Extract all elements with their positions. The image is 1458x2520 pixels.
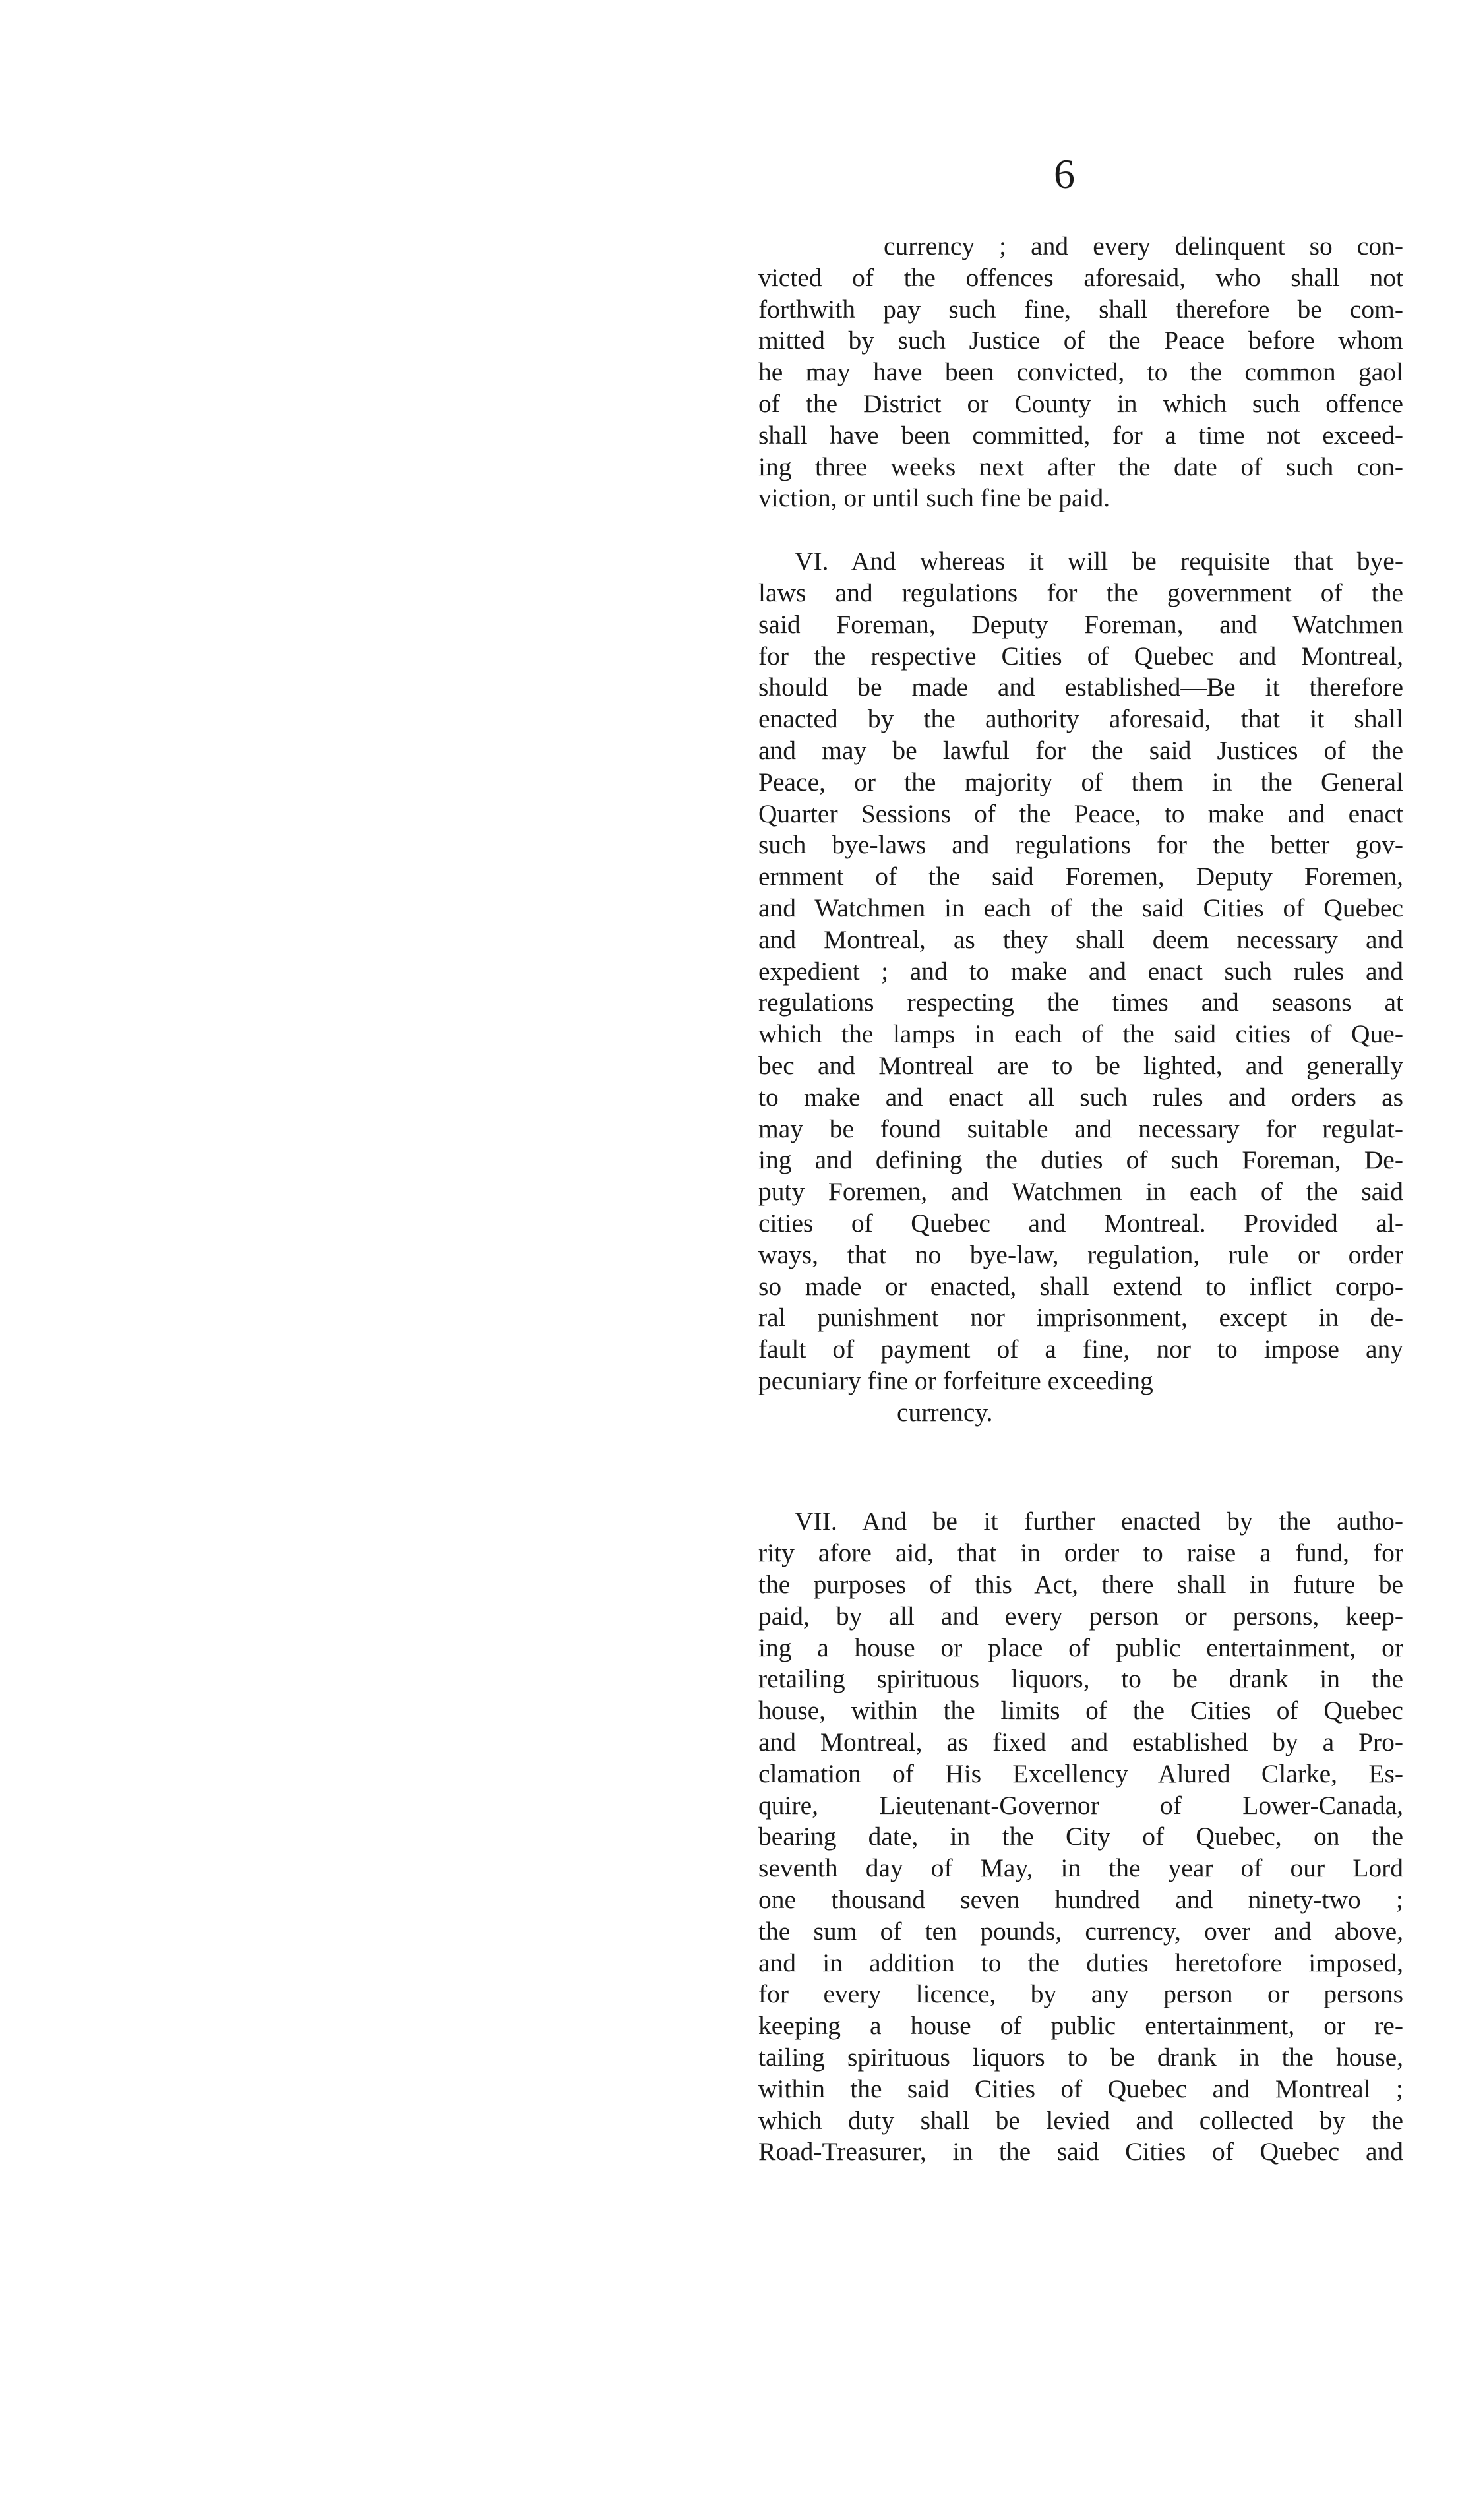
paragraph-spacer (758, 514, 1403, 546)
text-line-tail: currency. (897, 1397, 993, 1427)
text-line: paid, by all and every person or persons, keep- (758, 1601, 1403, 1631)
text-line: quire, Lieutenant-Governor of Lower-Canada, (758, 1790, 1403, 1820)
section-vi-heading-line: VI. And whereas it will be requisite that bye- (795, 547, 1403, 576)
text-line: should be made and established—Be it therefore (758, 673, 1403, 702)
text-line: the purposes of this Act, there shall in future be (758, 1570, 1403, 1600)
text-column (758, 231, 1403, 2168)
text-line: the sum of ten pounds, currency, over and above, (758, 1916, 1403, 1946)
text-line: within the said Cities of Quebec and Montreal ; (758, 2074, 1403, 2103)
text-line: ernment of the said Foremen, Deputy Foremen, (758, 862, 1403, 891)
text-line: cities of Quebec and Montreal. Provided al- (758, 1208, 1403, 1238)
text-line: fault of payment of a fine, nor to impose any (758, 1335, 1403, 1364)
text-line: to make and enact all such rules and orders as (758, 1082, 1403, 1112)
text-line: such bye-laws and regulations for the better gov- (758, 830, 1403, 860)
text-line: currency ; and every delinquent so con- (884, 231, 1403, 260)
paragraph-fine-conviction (758, 231, 1403, 514)
text-line: so made or enacted, shall extend to inflict corpo- (758, 1271, 1403, 1301)
text-line: keeping a house of public entertainment, or re- (758, 2011, 1403, 2041)
text-line: clamation of His Excellency Alured Clarke, Es- (758, 1758, 1403, 1788)
text-line: forthwith pay such fine, shall therefore be com- (758, 294, 1403, 324)
text-line: he may have been convicted, to the common gaol (758, 357, 1403, 387)
text-line: pecuniary fine or forfeiture exceeding (758, 1365, 1153, 1395)
text-line: viction, or until such fine be paid. (758, 483, 1110, 513)
text-line: one thousand seven hundred and ninety-two ; (758, 1885, 1403, 1915)
text-line: bec and Montreal are to be lighted, and generally (758, 1050, 1403, 1080)
text-line: Peace, or the majority of them in the General (758, 767, 1403, 796)
text-line: and Montreal, as they shall deem necessary and (758, 924, 1403, 954)
text-line: bearing date, in the City of Quebec, on the (758, 1822, 1403, 1851)
text-line: Quarter Sessions of the Peace, to make and enact (758, 798, 1403, 828)
text-line: ral punishment nor imprisonment, except in de- (758, 1303, 1403, 1333)
paragraph-spacer (758, 1428, 1403, 1506)
section-vii-heading-line: VII. And be it further enacted by the autho- (795, 1507, 1403, 1536)
text-line: and may be lawful for the said Justices of the (758, 735, 1403, 765)
text-line: laws and regulations for the government of the (758, 578, 1403, 607)
text-line: said Foreman, Deputy Foreman, and Watchmen (758, 609, 1403, 639)
text-line: mitted by such Justice of the Peace before whom (758, 326, 1403, 355)
text-line: and Watchmen in each of the said Cities of Quebec (758, 893, 1403, 922)
text-line: victed of the offences aforesaid, who shall not (758, 262, 1403, 292)
text-line: for every licence, by any person or persons (758, 1979, 1403, 2009)
text-line: which duty shall be levied and collected by the (758, 2105, 1403, 2135)
text-line: ing three weeks next after the date of such con- (758, 452, 1403, 481)
paragraph-section-vi (758, 546, 1403, 1428)
text-line: of the District or County in which such offence (758, 388, 1403, 418)
text-line: tailing spirituous liquors to be drank in the house, (758, 2043, 1403, 2072)
text-line: retailing spirituous liquors, to be drank in the (758, 1664, 1403, 1694)
text-line: shall have been committed, for a time not exceed- (758, 420, 1403, 450)
text-line: regulations respecting the times and seasons at (758, 988, 1403, 1017)
text-line: ways, that no bye-law, regulation, rule or order (758, 1240, 1403, 1269)
paragraph-section-vii (758, 1506, 1403, 2168)
text-line: for the respective Cities of Quebec and Montreal, (758, 641, 1403, 671)
text-line: expedient ; and to make and enact such rules and (758, 956, 1403, 986)
text-line: rity afore aid, that in order to raise a fund, for (758, 1538, 1403, 1568)
text-line: puty Foremen, and Watchmen in each of the said (758, 1177, 1403, 1207)
text-line: Road-Treasurer, in the said Cities of Quebec and (758, 2137, 1403, 2167)
text-line: ing and defining the duties of such Foreman, De- (758, 1145, 1403, 1175)
text-line: ing a house or place of public entertainment, or (758, 1633, 1403, 1662)
text-line: enacted by the authority aforesaid, that it shall (758, 704, 1403, 734)
text-line: which the lamps in each of the said cities of Que- (758, 1019, 1403, 1049)
page-number: 6 (1054, 150, 1075, 197)
text-line: and in addition to the duties heretofore imposed, (758, 1948, 1403, 1977)
text-line: seventh day of May, in the year of our Lord (758, 1853, 1403, 1883)
text-line: may be found suitable and necessary for regulat- (758, 1114, 1403, 1143)
text-line: house, within the limits of the Cities of Quebec (758, 1696, 1403, 1725)
text-line: and Montreal, as fixed and established by a Pro- (758, 1727, 1403, 1757)
